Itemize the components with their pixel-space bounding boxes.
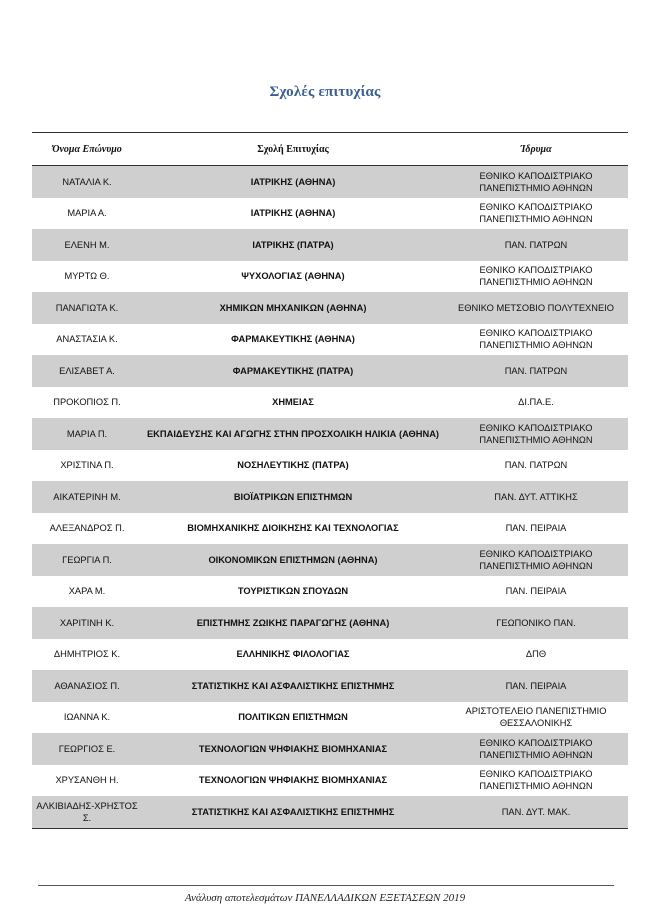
cell-name: ΜΥΡΤΩ Θ. bbox=[64, 271, 110, 282]
table-row bbox=[32, 418, 628, 450]
cell-school: ΙΑΤΡΙΚΗΣ (ΑΘΗΝΑ) bbox=[250, 208, 336, 219]
table-row bbox=[32, 229, 628, 261]
table-body bbox=[32, 166, 628, 828]
cell-school: ΣΤΑΤΙΣΤΙΚΗΣ ΚΑΙ ΑΣΦΑΛΙΣΤΙΚΗΣ ΕΠΙΣΤΗΜΗΣ bbox=[191, 806, 395, 817]
cell-institution: ΠΑΝ. ΠΕΙΡΑΙΑ bbox=[505, 523, 567, 534]
table-row bbox=[32, 765, 628, 797]
table-row bbox=[32, 261, 628, 293]
cell-name: ΑΝΑΣΤΑΣΙΑ Κ. bbox=[56, 334, 118, 345]
cell-school: ΨΥΧΟΛΟΓΙΑΣ (ΑΘΗΝΑ) bbox=[241, 271, 345, 282]
cell-institution: ΠΑΝ. ΠΕΙΡΑΙΑ bbox=[505, 680, 567, 691]
table-row bbox=[32, 702, 628, 734]
cell-name: ΑΘΑΝΑΣΙΟΣ Π. bbox=[54, 680, 120, 691]
cell-institution: ΕΘΝΙΚΟ ΚΑΠΟΔΙΣΤΡΙΑΚΟ ΠΑΝΕΠΙΣΤΗΜΙΟ ΑΘΗΝΩΝ bbox=[479, 422, 593, 445]
cell-school: ΙΑΤΡΙΚΗΣ (ΠΑΤΡΑ) bbox=[252, 239, 334, 250]
cell-school: ΒΙΟΪΑΤΡΙΚΩΝ ΕΠΙΣΤΗΜΩΝ bbox=[233, 491, 353, 502]
table-row bbox=[32, 166, 628, 198]
footer-divider bbox=[38, 885, 614, 886]
cell-institution: ΕΘΝΙΚΟ ΚΑΠΟΔΙΣΤΡΙΑΚΟ ΠΑΝΕΠΙΣΤΗΜΙΟ ΑΘΗΝΩΝ bbox=[479, 737, 593, 760]
cell-institution: ΕΘΝΙΚΟ ΚΑΠΟΔΙΣΤΡΙΑΚΟ ΠΑΝΕΠΙΣΤΗΜΙΟ ΑΘΗΝΩΝ bbox=[479, 265, 593, 288]
table-row bbox=[32, 670, 628, 702]
cell-institution: ΕΘΝΙΚΟ ΜΕΤΣΟΒΙΟ ΠΟΛΥΤΕΧΝΕΙΟ bbox=[458, 302, 614, 313]
table-bottom-rule bbox=[32, 828, 628, 829]
cell-institution: ΕΘΝΙΚΟ ΚΑΠΟΔΙΣΤΡΙΑΚΟ ΠΑΝΕΠΙΣΤΗΜΙΟ ΑΘΗΝΩΝ bbox=[479, 328, 593, 351]
table-row bbox=[32, 387, 628, 419]
results-table bbox=[32, 132, 628, 829]
table-row bbox=[32, 481, 628, 513]
cell-institution: ΠΑΝ. ΠΑΤΡΩΝ bbox=[504, 365, 568, 376]
cell-institution: ΔΙ.ΠΑ.Ε. bbox=[518, 397, 554, 408]
cell-name: ΠΡΟΚΟΠΙΟΣ Π. bbox=[53, 397, 121, 408]
table-row bbox=[32, 324, 628, 356]
cell-school: ΠΟΛΙΤΙΚΩΝ ΕΠΙΣΤΗΜΩΝ bbox=[238, 712, 348, 723]
cell-school: ΟΙΚΟΝΟΜΙΚΩΝ ΕΠΙΣΤΗΜΩΝ (ΑΘΗΝΑ) bbox=[208, 554, 378, 565]
cell-institution: ΕΘΝΙΚΟ ΚΑΠΟΔΙΣΤΡΙΑΚΟ ΠΑΝΕΠΙΣΤΗΜΙΟ ΑΘΗΝΩΝ bbox=[479, 769, 593, 792]
cell-school: ΤΕΧΝΟΛΟΓΙΩΝ ΨΗΦΙΑΚΗΣ ΒΙΟΜΗΧΑΝΙΑΣ bbox=[198, 775, 388, 786]
cell-institution: ΕΘΝΙΚΟ ΚΑΠΟΔΙΣΤΡΙΑΚΟ ΠΑΝΕΠΙΣΤΗΜΙΟ ΑΘΗΝΩΝ bbox=[479, 170, 593, 193]
header-name: Όνομα Επώνυμο bbox=[52, 143, 122, 155]
cell-institution: ΓΕΩΠΟΝΙΚΟ ΠΑΝ. bbox=[496, 617, 576, 628]
header-school: Σχολή Επιτυχίας bbox=[257, 143, 329, 155]
cell-school: ΤΕΧΝΟΛΟΓΙΩΝ ΨΗΦΙΑΚΗΣ ΒΙΟΜΗΧΑΝΙΑΣ bbox=[198, 743, 388, 754]
cell-name: ΑΛΚΙΒΙΑΔΗΣ-ΧΡΗΣΤΟΣ Σ. bbox=[36, 800, 138, 823]
table-row bbox=[32, 513, 628, 545]
table-row bbox=[32, 544, 628, 576]
cell-name: ΑΛΕΞΑΝΔΡΟΣ Π. bbox=[49, 523, 125, 534]
cell-school: ΙΑΤΡΙΚΗΣ (ΑΘΗΝΑ) bbox=[250, 176, 336, 187]
table-row bbox=[32, 450, 628, 482]
cell-school: ΧΗΜΙΚΩΝ ΜΗΧΑΝΙΚΩΝ (ΑΘΗΝΑ) bbox=[219, 302, 367, 313]
cell-school: ΦΑΡΜΑΚΕΥΤΙΚΗΣ (ΠΑΤΡΑ) bbox=[232, 365, 354, 376]
cell-name: ΧΡΥΣΑΝΘΗ Η. bbox=[55, 775, 119, 786]
table-row bbox=[32, 733, 628, 765]
cell-institution: ΔΠΘ bbox=[525, 649, 547, 660]
cell-name: ΑΙΚΑΤΕΡΙΝΗ Μ. bbox=[53, 491, 121, 502]
cell-name: ΧΑΡΑ Μ. bbox=[68, 586, 106, 597]
header-institution: Ίδρυμα bbox=[520, 143, 552, 155]
cell-school: ΕΠΙΣΤΗΜΗΣ ΖΩΙΚΗΣ ΠΑΡΑΓΩΓΗΣ (ΑΘΗΝΑ) bbox=[196, 617, 390, 628]
table-row bbox=[32, 576, 628, 608]
cell-school: ΧΗΜΕΙΑΣ bbox=[272, 397, 314, 408]
cell-name: ΧΡΙΣΤΙΝΑ Π. bbox=[60, 460, 114, 471]
table-row bbox=[32, 292, 628, 324]
cell-institution: ΑΡΙΣΤΟΤΕΛΕΙΟ ΠΑΝΕΠΙΣΤΗΜΙΟ ΘΕΣΣΑΛΟΝΙΚΗΣ bbox=[465, 706, 607, 729]
cell-name: ΧΑΡΙΤΙΝΗ Κ. bbox=[59, 617, 115, 628]
table-row bbox=[32, 607, 628, 639]
cell-institution: ΕΘΝΙΚΟ ΚΑΠΟΔΙΣΤΡΙΑΚΟ ΠΑΝΕΠΙΣΤΗΜΙΟ ΑΘΗΝΩΝ bbox=[479, 548, 593, 571]
cell-school: ΒΙΟΜΗΧΑΝΙΚΗΣ ΔΙΟΙΚΗΣΗΣ ΚΑΙ ΤΕΧΝΟΛΟΓΙΑΣ bbox=[187, 523, 399, 534]
page-title: Σχολές επιτυχίας bbox=[269, 84, 381, 100]
cell-school: ΕΛΛΗΝΙΚΗΣ ΦΙΛΟΛΟΓΙΑΣ bbox=[236, 649, 350, 660]
cell-school: ΝΟΣΗΛΕΥΤΙΚΗΣ (ΠΑΤΡΑ) bbox=[237, 460, 349, 471]
cell-name: ΕΛΕΝΗ Μ. bbox=[64, 239, 110, 250]
table-header bbox=[32, 132, 628, 166]
cell-school: ΦΑΡΜΑΚΕΥΤΙΚΗΣ (ΑΘΗΝΑ) bbox=[231, 334, 355, 345]
table-row bbox=[32, 355, 628, 387]
table-row bbox=[32, 796, 628, 828]
cell-institution: ΠΑΝ. ΠΕΙΡΑΙΑ bbox=[505, 586, 567, 597]
cell-school: ΕΚΠΑΙΔΕΥΣΗΣ ΚΑΙ ΑΓΩΓΗΣ ΣΤΗΝ ΠΡΟΣΧΟΛΙΚΗ ΗΛΙΚΙΑ (ΑΘΗΝΑ) bbox=[146, 428, 440, 439]
cell-name: ΝΑΤΑΛΙΑ Κ. bbox=[62, 176, 112, 187]
cell-name: ΓΕΩΡΓΙΟΣ Ε. bbox=[58, 743, 116, 754]
cell-institution: ΠΑΝ. ΠΑΤΡΩΝ bbox=[504, 239, 568, 250]
cell-institution: ΠΑΝ. ΔΥΤ. ΑΤΤΙΚΗΣ bbox=[494, 491, 578, 502]
cell-name: ΓΕΩΡΓΙΑ Π. bbox=[62, 554, 112, 565]
cell-name: ΜΑΡΙΑ Π. bbox=[66, 428, 108, 439]
cell-institution: ΠΑΝ. ΔΥΤ. ΜΑΚ. bbox=[501, 806, 571, 817]
cell-school: ΣΤΑΤΙΣΤΙΚΗΣ ΚΑΙ ΑΣΦΑΛΙΣΤΙΚΗΣ ΕΠΙΣΤΗΜΗΣ bbox=[191, 680, 395, 691]
cell-name: ΠΑΝΑΓΙΩΤΑ Κ. bbox=[55, 302, 119, 313]
cell-name: ΙΩΑΝΝΑ Κ. bbox=[63, 712, 111, 723]
cell-name: ΕΛΙΣΑΒΕΤ Α. bbox=[59, 365, 115, 376]
table-row bbox=[32, 198, 628, 230]
cell-name: ΔΗΜΗΤΡΙΟΣ Κ. bbox=[53, 649, 121, 660]
cell-institution: ΕΘΝΙΚΟ ΚΑΠΟΔΙΣΤΡΙΑΚΟ ΠΑΝΕΠΙΣΤΗΜΙΟ ΑΘΗΝΩΝ bbox=[479, 202, 593, 225]
table-row bbox=[32, 639, 628, 671]
cell-school: ΤΟΥΡΙΣΤΙΚΩΝ ΣΠΟΥΔΩΝ bbox=[237, 586, 349, 597]
cell-name: ΜΑΡΙΑ Α. bbox=[67, 208, 107, 219]
cell-institution: ΠΑΝ. ΠΑΤΡΩΝ bbox=[504, 460, 568, 471]
page-footer: Ανάλυση αποτελεσμάτων ΠΑΝΕΛΛΑΔΙΚΩΝ ΕΞΕΤΑΣΕΩΝ 2019 bbox=[184, 892, 466, 904]
